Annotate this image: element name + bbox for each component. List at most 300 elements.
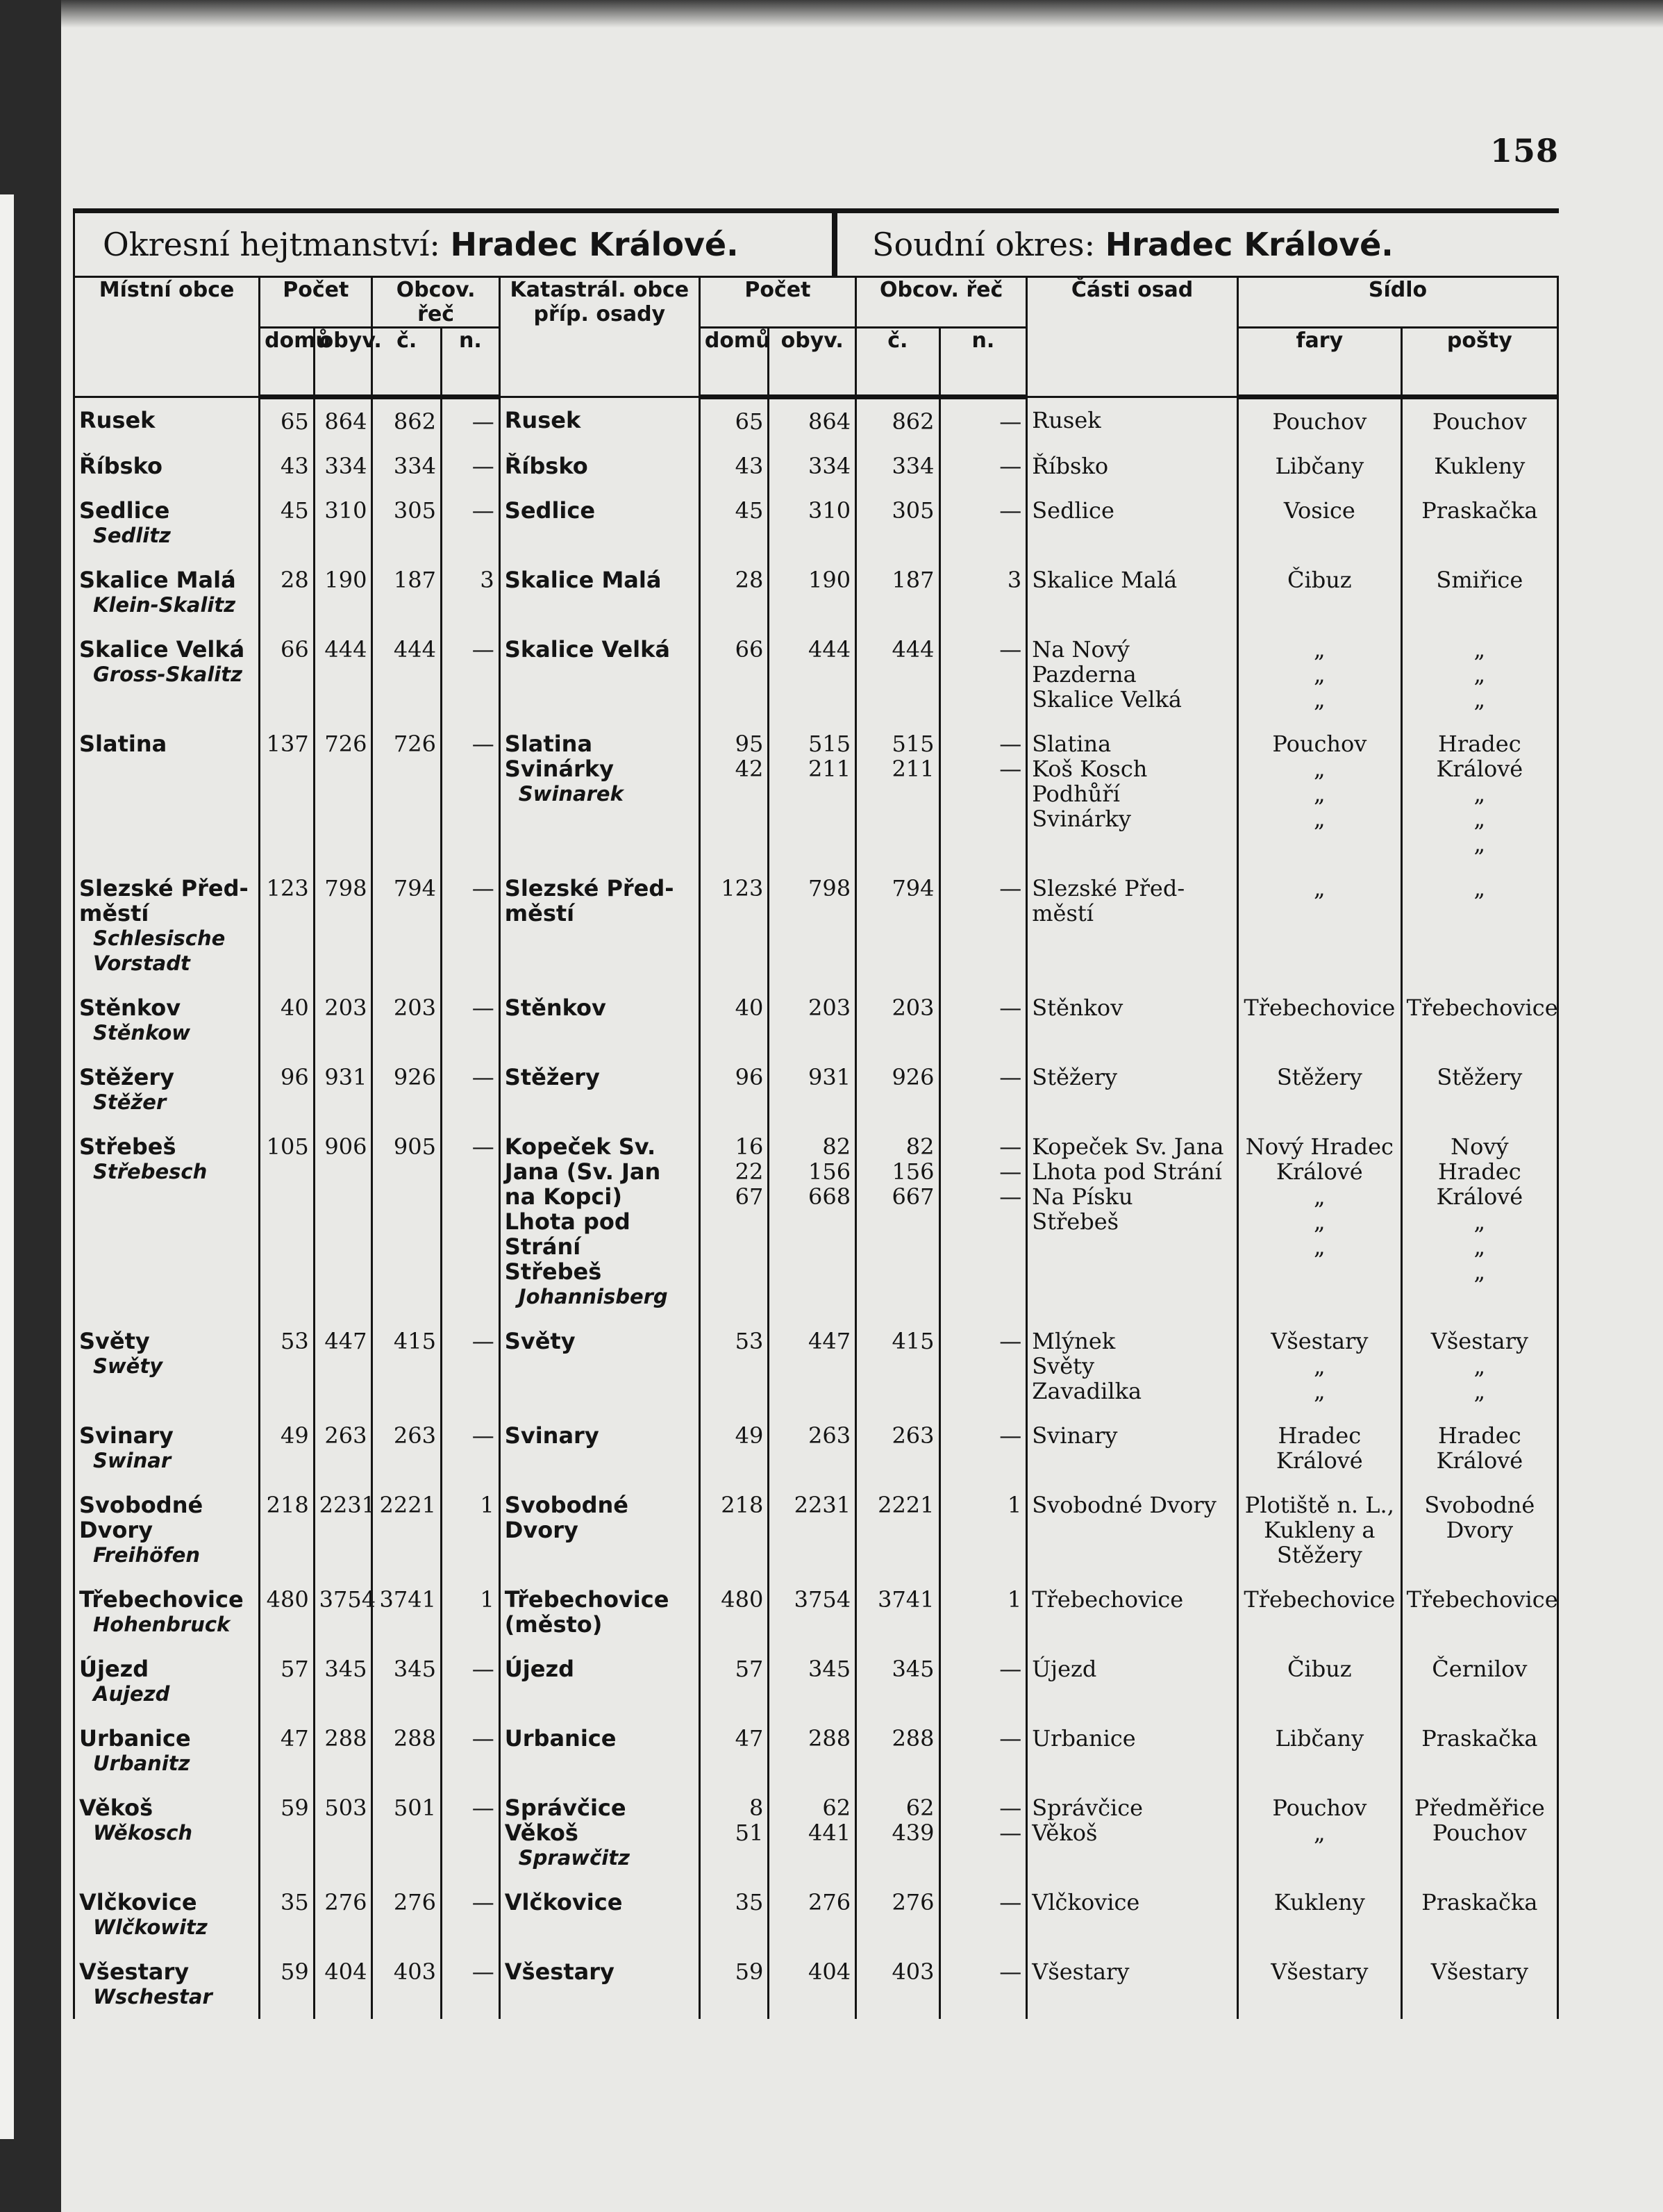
katastral-name <box>499 986 699 1055</box>
obyv-count-line: 190 <box>324 567 367 593</box>
obyv-count <box>314 627 372 722</box>
col-casti-osad: Části osad <box>1027 278 1238 397</box>
sidlo-posty-line: „ <box>1473 781 1486 807</box>
german-name: Sprawčitz <box>518 1846 630 1870</box>
obyv-count <box>314 397 372 444</box>
german-name: Swinarek <box>518 782 624 806</box>
kat-domu-line: 22 <box>735 1158 764 1185</box>
table-row <box>74 1880 1558 1949</box>
german-speakers <box>441 1949 499 2019</box>
sidlo-posty-line: „ <box>1473 806 1486 832</box>
obec-name-line: Svobodné Dvory <box>79 1492 203 1543</box>
casti-osad-line: Rusek <box>1032 407 1101 433</box>
kat-obyv-line: 276 <box>808 1889 851 1915</box>
obec-name-line: Všestary <box>79 1959 190 1985</box>
czech-speakers-line: 726 <box>393 731 436 757</box>
obyv-count-line: 276 <box>324 1889 367 1915</box>
sidlo-fary <box>1237 1413 1401 1483</box>
casti-osad-line: Říbsko <box>1032 453 1109 479</box>
kat-czech-line: 862 <box>892 408 935 435</box>
obec-name <box>74 1413 260 1483</box>
katastral-name <box>499 558 699 627</box>
obec-name-line: Slatina <box>79 731 167 757</box>
obyv-count-line: 447 <box>324 1328 367 1354</box>
domu-count-line: 28 <box>280 567 309 593</box>
german-speakers-line: — <box>471 497 494 524</box>
czech-speakers <box>372 444 442 488</box>
obyv-count <box>314 1413 372 1483</box>
obec-name <box>74 1716 260 1786</box>
czech-speakers <box>372 1413 442 1483</box>
sidlo-posty-line: Předměřice <box>1414 1795 1545 1821</box>
kat-obyv-line: 310 <box>808 497 851 524</box>
katastral-name-line: Třebechovice <box>504 1586 669 1613</box>
casti-osad-line: Skalice Malá <box>1032 567 1178 593</box>
col-n-2: n. <box>939 328 1027 397</box>
sidlo-posty-line: Pouchov <box>1432 408 1527 435</box>
sidlo-posty <box>1401 1577 1557 1647</box>
domu-count-line: 40 <box>280 995 309 1021</box>
czech-speakers-line: 345 <box>393 1656 436 1682</box>
obec-name-line: Skalice Velká <box>79 636 245 663</box>
sidlo-posty-line: Praskačka <box>1421 1725 1538 1752</box>
katastral-name-line: Všestary <box>504 1959 615 1985</box>
german-speakers-line: — <box>471 1959 494 1985</box>
kat-czech-line: 794 <box>892 875 935 901</box>
kat-czech-line: 926 <box>892 1064 935 1090</box>
kat-obyv-line: 3754 <box>794 1586 851 1613</box>
sidlo-posty-line: Všestary <box>1430 1328 1528 1354</box>
katastral-name-line: Skalice Malá <box>504 567 662 593</box>
kat-czech <box>856 722 939 866</box>
obyv-count <box>314 1786 372 1880</box>
czech-speakers <box>372 1055 442 1124</box>
german-speakers-line: — <box>471 1422 494 1449</box>
sidlo-posty-line: „ <box>1473 661 1486 688</box>
casti-osad <box>1027 1949 1238 2019</box>
german-speakers <box>441 1880 499 1949</box>
kat-domu <box>699 627 769 722</box>
kat-domu <box>699 1319 769 1413</box>
sidlo-fary-line: „ <box>1314 1353 1326 1379</box>
kat-czech <box>856 397 939 444</box>
german-speakers <box>441 1124 499 1319</box>
casti-osad <box>1027 1880 1238 1949</box>
casti-osad <box>1027 488 1238 558</box>
german-speakers-line: — <box>471 1064 494 1090</box>
kat-german-line: — <box>999 497 1022 524</box>
katastral-name-line: Stěžery <box>504 1064 600 1090</box>
page-number: 158 <box>1489 132 1559 169</box>
katastral-name-line: Říbsko <box>504 453 588 479</box>
kat-german-line: — <box>999 1725 1022 1752</box>
sidlo-fary <box>1237 1124 1401 1319</box>
domu-count <box>260 627 315 722</box>
obec-name <box>74 1055 260 1124</box>
kat-domu <box>699 488 769 558</box>
table-row <box>74 397 1558 444</box>
kat-domu-line: 35 <box>735 1889 764 1915</box>
obyv-count <box>314 444 372 488</box>
sidlo-fary-line: Pouchov <box>1272 731 1367 757</box>
district-label: Okresní hejtmanství: <box>103 226 440 263</box>
kat-czech <box>856 488 939 558</box>
domu-count <box>260 1055 315 1124</box>
kat-domu-line: 42 <box>735 756 764 782</box>
sidlo-fary <box>1237 722 1401 866</box>
german-name: Schlesische Vorstadt <box>93 926 226 975</box>
table-row <box>74 444 1558 488</box>
czech-speakers-line: 2221 <box>379 1492 436 1518</box>
sidlo-posty-line: Černilov <box>1432 1656 1528 1682</box>
sidlo-fary-line: „ <box>1314 1208 1326 1235</box>
sidlo-posty <box>1401 1647 1557 1716</box>
german-speakers-line: — <box>471 636 494 663</box>
sidlo-posty-line: „ <box>1473 1378 1486 1404</box>
kat-obyv <box>769 1577 856 1647</box>
sidlo-posty <box>1401 722 1557 866</box>
german-speakers <box>441 1055 499 1124</box>
kat-czech <box>856 986 939 1055</box>
kat-czech <box>856 1716 939 1786</box>
german-speakers <box>441 1647 499 1716</box>
casti-osad-line: Pazderna <box>1032 661 1137 688</box>
kat-obyv <box>769 627 856 722</box>
czech-speakers <box>372 1124 442 1319</box>
kat-domu-line: 218 <box>721 1492 764 1518</box>
kat-domu-line: 45 <box>735 497 764 524</box>
katastral-name <box>499 722 699 866</box>
sidlo-fary-line: Kukleny <box>1273 1889 1365 1915</box>
obyv-count <box>314 722 372 866</box>
czech-speakers-line: 276 <box>393 1889 436 1915</box>
kat-german-line: — <box>999 1795 1022 1821</box>
district-cell <box>75 226 832 263</box>
col-pocet-2: Počet <box>699 278 855 328</box>
casti-osad <box>1027 1055 1238 1124</box>
domu-count <box>260 444 315 488</box>
german-speakers <box>441 558 499 627</box>
domu-count <box>260 488 315 558</box>
kat-domu <box>699 1949 769 2019</box>
col-sidlo: Sídlo <box>1237 278 1557 328</box>
sidlo-fary-line: „ <box>1314 686 1326 713</box>
col-obyv-2: obyv. <box>769 328 856 397</box>
kat-domu <box>699 986 769 1055</box>
domu-count-line: 480 <box>266 1586 309 1613</box>
casti-osad-line: Svobodné Dvory <box>1032 1492 1217 1518</box>
kat-czech-line: 211 <box>892 756 935 782</box>
czech-speakers <box>372 1577 442 1647</box>
kat-obyv-line: 864 <box>808 408 851 435</box>
kat-german-line: — <box>999 1889 1022 1915</box>
kat-german <box>939 1483 1027 1577</box>
kat-czech-line: 305 <box>892 497 935 524</box>
kat-domu-line: 47 <box>735 1725 764 1752</box>
district-name: Hradec Králové. <box>450 226 739 263</box>
sidlo-fary <box>1237 1716 1401 1786</box>
kat-domu <box>699 397 769 444</box>
german-speakers <box>441 1483 499 1577</box>
katastral-name-line: Světy <box>504 1328 576 1354</box>
table-body <box>74 397 1558 2020</box>
katastral-name-line: Lhota pod Strání <box>504 1208 630 1260</box>
sidlo-fary-line: Nový Hradec Králové <box>1245 1133 1394 1185</box>
casti-osad-line: Zavadilka <box>1032 1378 1142 1404</box>
table-row <box>74 558 1558 627</box>
table-row <box>74 1055 1558 1124</box>
obyv-count <box>314 1716 372 1786</box>
kat-czech-line: 156 <box>892 1158 935 1185</box>
kat-obyv <box>769 1647 856 1716</box>
kat-domu-line: 8 <box>749 1795 764 1821</box>
obec-name-line: Třebechovice <box>79 1586 244 1613</box>
german-speakers <box>441 1786 499 1880</box>
kat-german-line: — <box>999 756 1022 782</box>
kat-obyv-line: 334 <box>808 453 851 479</box>
kat-domu-line: 40 <box>735 995 764 1021</box>
sidlo-fary-line: „ <box>1314 1183 1326 1210</box>
czech-speakers-line: 403 <box>393 1959 436 1985</box>
czech-speakers-line: 415 <box>393 1328 436 1354</box>
kat-obyv-line: 211 <box>808 756 851 782</box>
kat-obyv-line: 931 <box>808 1064 851 1090</box>
kat-german <box>939 1413 1027 1483</box>
casti-osad-line: Světy <box>1032 1353 1095 1379</box>
czech-speakers-line: 263 <box>393 1422 436 1449</box>
table-row <box>74 1647 1558 1716</box>
german-name: Klein-Skalitz <box>93 593 236 617</box>
kat-czech <box>856 1319 939 1413</box>
kat-german <box>939 627 1027 722</box>
katastral-name <box>499 1949 699 2019</box>
kat-obyv <box>769 1880 856 1949</box>
kat-czech <box>856 444 939 488</box>
obec-name <box>74 488 260 558</box>
casti-osad-line: Skalice Velká <box>1032 686 1182 713</box>
kat-domu <box>699 558 769 627</box>
kat-german <box>939 558 1027 627</box>
kat-obyv-line: 441 <box>808 1820 851 1846</box>
kat-german-line: — <box>999 1959 1022 1985</box>
sidlo-fary-line: Hradec Králové <box>1276 1422 1363 1474</box>
kat-czech <box>856 866 939 986</box>
obyv-count <box>314 1647 372 1716</box>
obec-name-line: Říbsko <box>79 453 162 479</box>
domu-count <box>260 1786 315 1880</box>
kat-german-line: — <box>999 453 1022 479</box>
obyv-count-line: 931 <box>324 1064 367 1090</box>
kat-czech-line: 288 <box>892 1725 935 1752</box>
domu-count <box>260 1716 315 1786</box>
domu-count-line: 65 <box>280 408 309 435</box>
sidlo-fary <box>1237 444 1401 488</box>
sidlo-fary <box>1237 1880 1401 1949</box>
obyv-count-line: 864 <box>324 408 367 435</box>
obyv-count-line: 798 <box>324 875 367 901</box>
domu-count-line: 59 <box>280 1959 309 1985</box>
czech-speakers-line: 794 <box>393 875 436 901</box>
german-name: Johannisberg <box>518 1285 668 1308</box>
sidlo-fary-line: „ <box>1314 1820 1326 1846</box>
sidlo-fary-line: Vosice <box>1283 497 1355 524</box>
domu-count <box>260 1124 315 1319</box>
kat-obyv-line: 515 <box>808 731 851 757</box>
german-speakers <box>441 1413 499 1483</box>
katastral-name-line: městí <box>504 900 575 926</box>
czech-speakers <box>372 558 442 627</box>
katastral-name <box>499 1577 699 1647</box>
sidlo-fary-line: Libčany <box>1275 1725 1364 1752</box>
kat-domu <box>699 1413 769 1483</box>
obec-name-line: Slezské Před-městí <box>79 875 249 926</box>
casti-osad <box>1027 444 1238 488</box>
kat-domu <box>699 1716 769 1786</box>
kat-domu-line: 49 <box>735 1422 764 1449</box>
obec-name <box>74 1483 260 1577</box>
kat-obyv <box>769 397 856 444</box>
katastral-name-line: Kopeček Sv. Jana (Sv. Jan na Kopci) <box>504 1133 661 1210</box>
census-sheet <box>73 208 1559 2019</box>
katastral-name <box>499 1319 699 1413</box>
kat-german <box>939 722 1027 866</box>
kat-german <box>939 1124 1027 1319</box>
kat-domu <box>699 1124 769 1319</box>
casti-osad-line: Slatina <box>1032 731 1112 757</box>
german-name: Wěkosch <box>93 1821 193 1845</box>
sidlo-fary-line: Třebechovice <box>1244 995 1396 1021</box>
czech-speakers-line: 3741 <box>379 1586 436 1613</box>
obyv-count <box>314 1949 372 2019</box>
kat-obyv-line: 798 <box>808 875 851 901</box>
kat-german-line: — <box>999 1820 1022 1846</box>
col-n: n. <box>441 328 499 397</box>
kat-domu <box>699 1483 769 1577</box>
katastral-name-line: Urbanice <box>504 1725 617 1752</box>
kat-czech-line: 62 <box>905 1795 935 1821</box>
kat-obyv-line: 263 <box>808 1422 851 1449</box>
kat-obyv-line: 447 <box>808 1328 851 1354</box>
col-obyv: obyv. <box>314 328 372 397</box>
col-posty: pošty <box>1401 328 1557 397</box>
kat-domu <box>699 1880 769 1949</box>
kat-german <box>939 1055 1027 1124</box>
kat-german <box>939 1319 1027 1413</box>
sidlo-posty <box>1401 866 1557 986</box>
czech-speakers <box>372 866 442 986</box>
sidlo-fary-line: Pouchov <box>1272 1795 1367 1821</box>
obyv-count <box>314 866 372 986</box>
domu-count <box>260 1880 315 1949</box>
casti-osad <box>1027 1124 1238 1319</box>
kat-domu-line: 28 <box>735 567 764 593</box>
domu-count-line: 35 <box>280 1889 309 1915</box>
obec-name <box>74 1880 260 1949</box>
kat-obyv <box>769 444 856 488</box>
czech-speakers-line: 288 <box>393 1725 436 1752</box>
german-speakers <box>441 722 499 866</box>
obyv-count-line: 263 <box>324 1422 367 1449</box>
katastral-name-line: Vlčkovice <box>504 1889 623 1915</box>
czech-speakers-line: 862 <box>393 408 436 435</box>
sidlo-posty-line: Svobodné Dvory <box>1424 1492 1535 1543</box>
casti-osad-line: Správčice <box>1032 1795 1144 1821</box>
sidlo-posty-line: „ <box>1473 1208 1486 1235</box>
sidlo-posty-line: Smiřice <box>1436 567 1523 593</box>
german-name: Hohenbruck <box>93 1613 231 1636</box>
german-name: Sedlitz <box>93 524 171 547</box>
casti-osad <box>1027 627 1238 722</box>
table-row <box>74 1577 1558 1647</box>
katastral-name-line: Střebeš <box>504 1258 602 1285</box>
obyv-count <box>314 558 372 627</box>
scan-gutter <box>0 194 14 2139</box>
german-speakers-line: 1 <box>480 1586 494 1613</box>
kat-domu <box>699 866 769 986</box>
kat-czech-line: 187 <box>892 567 935 593</box>
kat-czech-line: 515 <box>892 731 935 757</box>
casti-osad <box>1027 1786 1238 1880</box>
obec-name-line: Svinary <box>79 1422 174 1449</box>
kat-czech-line: 334 <box>892 453 935 479</box>
obec-name-line: Urbanice <box>79 1725 191 1752</box>
obec-name-line: Věkoš <box>79 1795 153 1821</box>
kat-czech-line: 444 <box>892 636 935 663</box>
sidlo-fary-line: Libčany <box>1275 453 1364 479</box>
domu-count-line: 218 <box>266 1492 309 1518</box>
kat-german-line: — <box>999 1422 1022 1449</box>
sidlo-fary-line: Pouchov <box>1272 408 1367 435</box>
sidlo-posty-line: „ <box>1473 636 1486 663</box>
kat-czech <box>856 1577 939 1647</box>
casti-osad-line: Třebechovice <box>1032 1586 1184 1613</box>
german-name: Wschestar <box>93 1985 212 2009</box>
sidlo-posty-line: „ <box>1473 1353 1486 1379</box>
obec-name <box>74 1319 260 1413</box>
casti-osad-line: Urbanice <box>1032 1725 1136 1752</box>
katastral-name <box>499 866 699 986</box>
district-header <box>73 208 1559 278</box>
sidlo-posty-line: Nový Hradec Králové <box>1436 1133 1523 1210</box>
casti-osad-line: Sedlice <box>1032 497 1114 524</box>
katastral-name-line: Slatina <box>504 731 593 757</box>
kat-czech <box>856 1647 939 1716</box>
casti-osad-line: Podhůří <box>1032 781 1120 807</box>
katastral-name <box>499 1786 699 1880</box>
sidlo-posty-line: Všestary <box>1430 1959 1528 1985</box>
czech-speakers-line: 187 <box>393 567 436 593</box>
obec-name-line: Skalice Malá <box>79 567 236 593</box>
katastral-name-line: Svinárky <box>504 756 614 782</box>
kat-domu-line: 96 <box>735 1064 764 1090</box>
kat-czech <box>856 1949 939 2019</box>
kat-czech-line: 415 <box>892 1328 935 1354</box>
kat-german <box>939 1880 1027 1949</box>
kat-czech <box>856 1055 939 1124</box>
sidlo-posty-line: Hradec Králové <box>1436 731 1523 782</box>
obec-name-line: Stěnkov <box>79 995 181 1021</box>
katastral-name-line: Věkoš <box>504 1820 578 1846</box>
german-speakers <box>441 1319 499 1413</box>
casti-osad <box>1027 558 1238 627</box>
kat-czech <box>856 627 939 722</box>
german-name: Wlčkowitz <box>93 1915 208 1939</box>
obec-name-line: Světy <box>79 1328 150 1354</box>
col-pocet: Počet <box>260 278 372 328</box>
czech-speakers <box>372 1647 442 1716</box>
sidlo-posty <box>1401 397 1557 444</box>
german-name: Gross-Skalitz <box>93 663 242 686</box>
